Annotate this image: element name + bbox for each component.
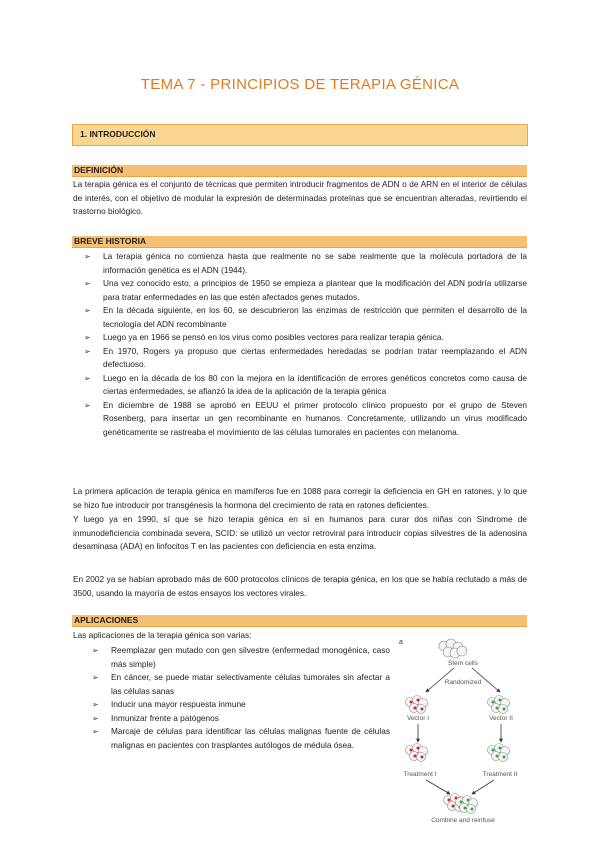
- aplicaciones-item: ➢ Inmunizar frente a patógenos: [92, 712, 390, 726]
- historia-item: ➢ La terapia génica no comienza hasta que realmente no se sabe realmente que la molécula portadora de la información genética es el ADN (1944).: [84, 250, 527, 277]
- vector-1-label: Vector I: [406, 715, 430, 722]
- arrow-combine-right: [472, 780, 494, 794]
- randomized-label: Randomized: [444, 679, 482, 686]
- vector-2-cluster: [488, 696, 510, 714]
- stem-cells-label: Stem cells: [448, 660, 478, 667]
- page-title: TEMA 7 - PRINCIPIOS DE TERAPIA GÉNICA: [140, 76, 460, 93]
- definicion-heading: DEFINICIÓN: [74, 165, 124, 175]
- treatment-2-cluster: [488, 744, 510, 762]
- historia-heading-bar: [72, 236, 527, 248]
- historia-item: ➢ En diciembre de 1988 se aprobó en EEUU el primer protocolo clínico propuesto por el grupo de Steven Rosenberg, para insertar un gen recombinante en humanos. Concretamente, utilizando un virus modificado genéticamente se rastreaba el movimiento de las células tumorales en pacientes con melanoma.: [84, 399, 527, 440]
- historia-paragraph-3: En 2002 ya se habían aprobado más de 600 protocolos clínicos de terapia génica, en los que se había reclutado a más de 3500, usando la mayoría de estos ensayos los vectores virales.: [73, 574, 527, 598]
- historia-paragraph-1: La primera aplicación de terapia génica en mamíferos fue en 1088 para corregir la deficiencia en GH en ratones, y lo que se hizo fue introducir por transgénesis la hormona del crecimiento de rata en ratones deficientes.: [73, 486, 527, 510]
- historia-list: [84, 250, 527, 439]
- historia-heading: BREVE HISTORIA: [74, 236, 147, 246]
- combined-cells-cluster: [444, 794, 478, 814]
- treatment-1-cluster: [406, 744, 428, 762]
- aplicaciones-item: ➢ Marcaje de células para identificar las células malignas fuente de células malignas en pacientes con trasplantes autólogos de médula ósea.: [92, 725, 390, 752]
- arrow-combine-left: [426, 780, 450, 794]
- aplicaciones-item: ➢ En cáncer, se puede matar selectivamente células tumorales sin afectar a las células sanas: [92, 671, 390, 698]
- historia-item: ➢ Luego ya en 1966 se pensó en los virus como posibles vectores para realizar terapia génica.: [84, 331, 527, 345]
- aplicaciones-item: ➢ Inducir una mayor respuesta inmune: [92, 698, 390, 712]
- aplicaciones-list: [92, 644, 390, 752]
- treatment-2-label: Treatment II: [482, 771, 518, 778]
- definicion-heading-bar: [72, 165, 527, 177]
- treatment-1-label: Treatment I: [403, 771, 437, 778]
- stem-cells-cluster: [439, 639, 467, 658]
- aplicaciones-heading-bar: [72, 615, 527, 627]
- historia-item: ➢ Una vez conocido esto, a principios de 1950 se empieza a plantear que la modificación del ADN podría utilizarse para tratar enfermedades en las que estén afectados genes mutados.: [84, 277, 527, 304]
- aplicaciones-item: ➢ Reemplazar gen mutado con gen silvestre (enfermedad monogénica, caso más simple): [92, 644, 390, 671]
- figure-panel-letter: a: [399, 639, 403, 646]
- historia-item: ➢ En la década siguiente, en los 60, se descubrieron las enzimas de restricción que permiten el desarrollo de la tecnología del ADN recombinante: [84, 304, 527, 331]
- aplicaciones-heading: APLICACIONES: [74, 615, 139, 625]
- historia-paragraph-2: Y luego ya en 1990, sí que se hizo terapia génica en sí en humanos para curar dos niñas con Síndrome de inmunodeficiencia combinada severa, SCID: se utilizó un vector retroviral para introducir copias silvestres de la adenosina desaminasa (ADA) en linfocitos T en las pacientes con deficiencia en esta enzima.: [73, 514, 527, 551]
- historia-item: ➢ Luego en la década de los 80 con la mejora en la identificación de errores genéticos concretos como causa de ciertas enfermedades, se afianzó la idea de la aplicación de la terapia génica: [84, 372, 527, 399]
- aplicaciones-intro: Las aplicaciones de la terapia génica son varias:: [73, 630, 252, 640]
- historia-item: ➢ En 1970, Rogers ya propuso que ciertas enfermedades heredadas se podrían tratar reemplazando el ADN defectuoso.: [84, 345, 527, 372]
- intro-section-box: [72, 124, 528, 146]
- definicion-text: La terapia génica es el conjunto de técnicas que permiten introducir fragmentos de ADN o de ARN en el interior de células de interés, con el objetivo de modular la expresión de determinadas proteínas que se encuentran alteradas, revirtiendo el trastorno biológico.: [73, 179, 527, 216]
- gene-therapy-figure: [398, 636, 528, 826]
- combine-reinfuse-label: Combine and reinfuse: [431, 817, 495, 824]
- vector-1-cluster: [406, 696, 428, 714]
- intro-section-title: 1. INTRODUCCIÓN: [80, 129, 156, 139]
- vector-2-label: Vector II: [489, 715, 513, 722]
